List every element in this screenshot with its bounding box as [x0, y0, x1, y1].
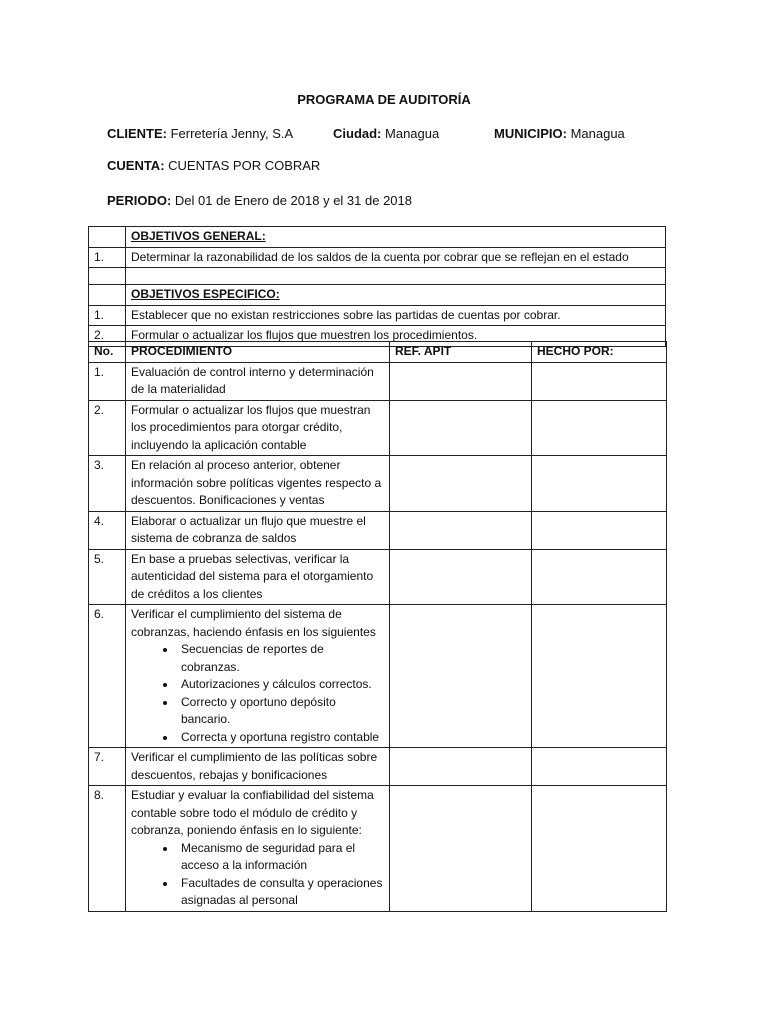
ciudad-field: [333, 126, 439, 141]
empty-cell: [126, 268, 666, 285]
objetivo-general-header-row: [89, 227, 666, 248]
periodo-field: [107, 193, 412, 208]
procedimiento-row: [89, 511, 667, 549]
procedimiento-cell: [126, 786, 390, 912]
municipio-value: Managua: [570, 126, 625, 141]
empty-cell: [89, 227, 126, 248]
cuenta-label: CUENTA:: [107, 158, 165, 173]
hecho-por-cell: [532, 362, 667, 400]
procedimiento-text: En relación al proceso anterior, obtener información sobre políticas vigentes respecto a descuentos. Bonificaciones y ventas: [126, 456, 390, 512]
cuenta-field: [107, 158, 320, 173]
procedimiento-text: Verificar el cumplimiento de las políticas sobre descuentos, rebajas y bonificaciones: [126, 748, 390, 786]
procedimiento-row: [89, 605, 667, 748]
procedimientos-header-row: [89, 342, 667, 363]
procedimiento-text: Evaluación de control interno y determinación de la materialidad: [126, 362, 390, 400]
procedimiento-text: Estudiar y evaluar la confiabilidad del sistema contable sobre todo el módulo de crédito y cobranza, poniendo énfasis en lo siguiente:: [131, 788, 374, 837]
row-number: 3.: [89, 456, 126, 512]
hecho-por-cell: [532, 786, 667, 912]
objetivo-especifico-text: Establecer que no existan restricciones sobre las partidas de cuentas por cobrar.: [126, 305, 666, 326]
procedimiento-text: Elaborar o actualizar un flujo que muestre el sistema de cobranza de saldos: [126, 511, 390, 549]
ref-apit-cell: [390, 549, 532, 605]
objetivo-general-text: Determinar la razonabilidad de los saldos de la cuenta por cobrar que se reflejan en el estado: [126, 247, 666, 268]
row-number: 5.: [89, 549, 126, 605]
procedimiento-row: [89, 456, 667, 512]
cliente-label: CLIENTE:: [107, 126, 167, 141]
cliente-value: Ferretería Jenny, S.A: [170, 126, 294, 141]
objetivo-especifico-header-row: [89, 285, 666, 306]
hecho-por-cell: [532, 748, 667, 786]
procedimiento-cell: [126, 605, 390, 748]
hecho-por-cell: [532, 605, 667, 748]
row-number: 4.: [89, 511, 126, 549]
ref-apit-cell: [390, 511, 532, 549]
hecho-por-cell: [532, 456, 667, 512]
objetivo-especifico-text: Formular o actualizar los flujos que muestren los procedimientos.: [126, 326, 666, 347]
bullet-list: [131, 641, 385, 746]
bullet-item: • Autorizaciones y cálculos correctos.: [177, 676, 385, 694]
row-number: 1.: [89, 305, 126, 326]
ciudad-label: Ciudad:: [333, 126, 382, 141]
procedimiento-text: Formular o actualizar los flujos que muestran los procedimientos para otorgar crédito, incluyendo la aplicación contable: [126, 400, 390, 456]
empty-cell: [89, 285, 126, 306]
municipio-field: [494, 126, 625, 141]
hecho-por-cell: [532, 549, 667, 605]
procedimiento-row: [89, 748, 667, 786]
hecho-por-cell: [532, 400, 667, 456]
procedimiento-row: [89, 362, 667, 400]
ciudad-value: Managua: [385, 126, 440, 141]
municipio-label: MUNICIPIO:: [494, 126, 567, 141]
spacer-row: [89, 268, 666, 285]
document-title: PROGRAMA DE AUDITORÍA: [297, 92, 471, 107]
row-number: 2.: [89, 326, 126, 347]
procedimiento-row: [89, 549, 667, 605]
ref-apit-cell: [390, 456, 532, 512]
bullet-item: • Facultades de consulta y operaciones asignadas al personal: [177, 875, 385, 910]
procedimiento-text: En base a pruebas selectivas, verificar la autenticidad del sistema para el otorgamiento de créditos a los clientes: [126, 549, 390, 605]
row-number: 8.: [89, 786, 126, 912]
row-number: 2.: [89, 400, 126, 456]
cliente-field: [107, 126, 293, 141]
objetivo-especifico-header: OBJETIVOS ESPECIFICO:: [126, 285, 666, 306]
row-number: 6.: [89, 605, 126, 748]
ref-apit-cell: [390, 362, 532, 400]
objetivo-general-row: [89, 247, 666, 268]
ref-apit-cell: [390, 400, 532, 456]
bullet-item: • Mecanismo de seguridad para el acceso a la información: [177, 840, 385, 875]
procedimiento-row: [89, 786, 667, 912]
ref-apit-cell: [390, 786, 532, 912]
header-ref-apit: REF. APIT: [390, 342, 532, 363]
empty-cell: [89, 268, 126, 285]
procedimiento-text: Verificar el cumplimiento del sistema de cobranzas, haciendo énfasis en los siguientes: [131, 607, 376, 639]
ref-apit-cell: [390, 605, 532, 748]
bullet-list: [131, 840, 385, 910]
ref-apit-cell: [390, 748, 532, 786]
bullet-item: • Correcto y oportuno depósito bancario.: [177, 694, 385, 729]
periodo-label: PERIODO:: [107, 193, 172, 208]
objetivos-table: [88, 226, 666, 347]
periodo-value: Del 01 de Enero de 2018 y el 31 de 2018: [174, 193, 412, 208]
header-hecho-por: HECHO POR:: [532, 342, 667, 363]
row-number: 7.: [89, 748, 126, 786]
row-number: 1.: [89, 362, 126, 400]
cuenta-value: CUENTAS POR COBRAR: [168, 158, 321, 173]
bullet-item: • Secuencias de reportes de cobranzas.: [177, 641, 385, 676]
procedimientos-table: [88, 341, 667, 912]
objetivo-general-header: OBJETIVOS GENERAL:: [126, 227, 666, 248]
procedimiento-row: [89, 400, 667, 456]
bullet-item: • Correcta y oportuna registro contable: [177, 729, 385, 747]
hecho-por-cell: [532, 511, 667, 549]
row-number: 1.: [89, 247, 126, 268]
header-no: No.: [89, 342, 126, 363]
header-procedimiento: PROCEDIMIENTO: [126, 342, 390, 363]
objetivo-especifico-row: [89, 305, 666, 326]
